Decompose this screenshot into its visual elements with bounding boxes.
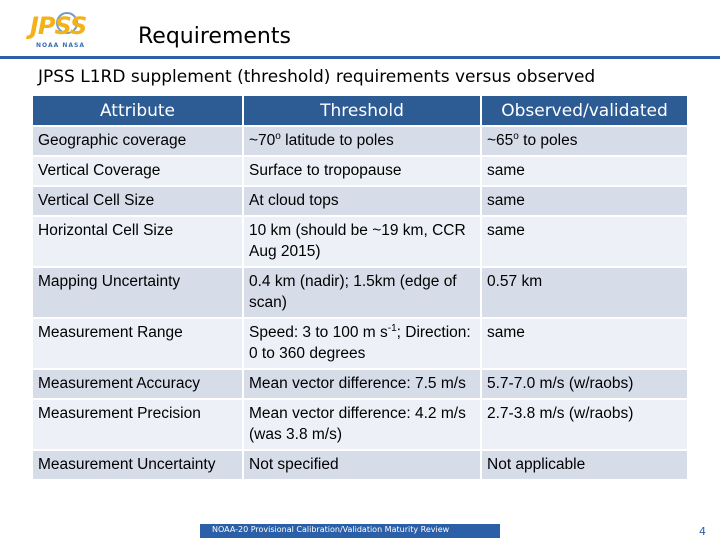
footer-text: NOAA-20 Provisional Calibration/Validation Maturity Review xyxy=(212,525,450,534)
header-threshold: Threshold xyxy=(243,96,481,126)
cell-threshold: Mean vector difference: 4.2 m/s (was 3.8 m/s) xyxy=(243,399,481,450)
table-row xyxy=(33,186,687,216)
logo-subtext: NOAA NASA xyxy=(36,42,85,49)
cell-attribute: Measurement Precision xyxy=(33,399,243,450)
cell-observed: same xyxy=(481,318,687,369)
page-subtitle: JPSS L1RD supplement (threshold) requirements versus observed xyxy=(38,67,596,87)
cell-threshold: Surface to tropopause xyxy=(243,156,481,186)
table-row xyxy=(33,399,687,450)
cell-threshold: 10 km (should be ~19 km, CCR Aug 2015) xyxy=(243,216,481,267)
table-row xyxy=(33,156,687,186)
table-row xyxy=(33,318,687,369)
table-row xyxy=(33,369,687,399)
cell-attribute: Measurement Uncertainty xyxy=(33,450,243,479)
table-row xyxy=(33,450,687,479)
table-row xyxy=(33,126,687,156)
cell-threshold: At cloud tops xyxy=(243,186,481,216)
cell-observed: ~65$^o$ to poles xyxy=(481,126,687,156)
page-number: 4 xyxy=(699,525,706,538)
cell-observed: same xyxy=(481,156,687,186)
cell-observed: same xyxy=(481,216,687,267)
table-header-row xyxy=(33,96,687,126)
cell-observed: same xyxy=(481,186,687,216)
cell-observed: 5.7-7.0 m/s (w/raobs) xyxy=(481,369,687,399)
title-divider xyxy=(0,56,720,59)
table-row xyxy=(33,267,687,318)
header-attribute: Attribute xyxy=(33,96,243,126)
cell-attribute: Mapping Uncertainty xyxy=(33,267,243,318)
cell-attribute: Measurement Range xyxy=(33,318,243,369)
cell-attribute: Geographic coverage xyxy=(33,126,243,156)
cell-attribute: Vertical Cell Size xyxy=(33,186,243,216)
cell-observed: 2.7-3.8 m/s (w/raobs) xyxy=(481,399,687,450)
cell-attribute: Measurement Accuracy xyxy=(33,369,243,399)
cell-attribute: Horizontal Cell Size xyxy=(33,216,243,267)
cell-threshold: ~70$^o$ latitude to poles xyxy=(243,126,481,156)
cell-threshold: Not specified xyxy=(243,450,481,479)
page-title: Requirements xyxy=(138,24,291,49)
cell-threshold: 0.4 km (nadir); 1.5km (edge of scan) xyxy=(243,267,481,318)
cell-threshold: Speed: 3 to 100 m $s^{-1}$; Direction: 0 to 360 degrees xyxy=(243,318,481,369)
cell-observed: 0.57 km xyxy=(481,267,687,318)
logo-text: JPSS xyxy=(30,12,87,40)
cell-observed: Not applicable xyxy=(481,450,687,479)
jpss-logo xyxy=(30,10,102,54)
cell-attribute: Vertical Coverage xyxy=(33,156,243,186)
requirements-table xyxy=(33,96,687,479)
header-observed: Observed/validated xyxy=(481,96,687,126)
table-row xyxy=(33,216,687,267)
cell-threshold: Mean vector difference: 7.5 m/s xyxy=(243,369,481,399)
